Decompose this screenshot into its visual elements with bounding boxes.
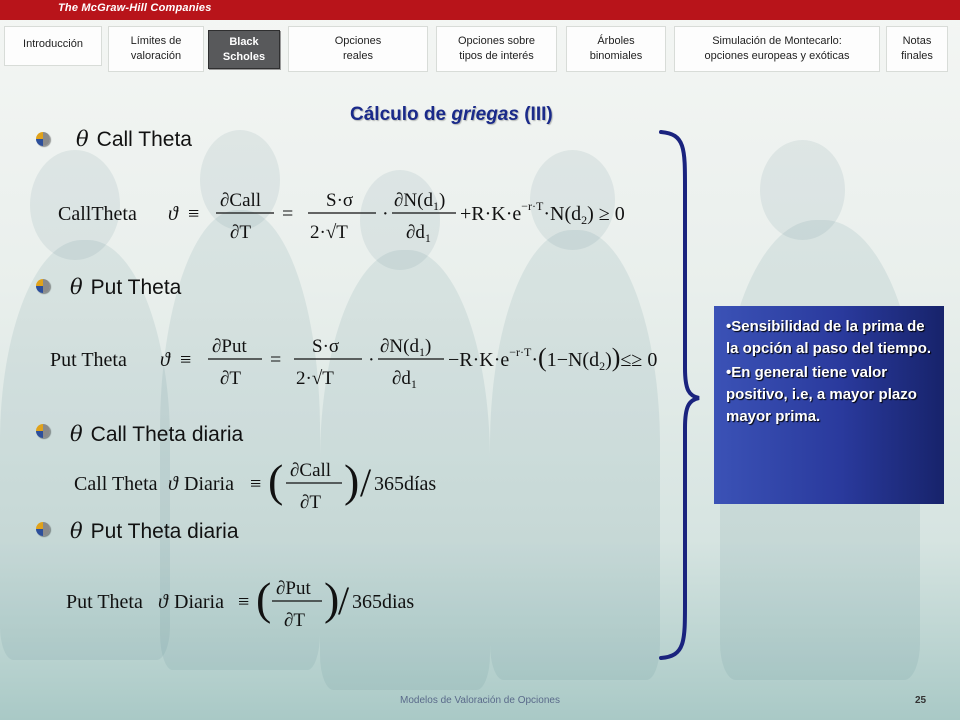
tab-label: Black Scholes	[222, 35, 266, 63]
formula-put-theta	[50, 328, 660, 398]
paren-open: (	[538, 343, 547, 372]
formula-d-d1: $\partial d_1$	[392, 368, 417, 391]
formula-numerator: ∂Put	[212, 336, 247, 357]
brand-bar	[0, 0, 960, 20]
info-bullet-sensibilidad: •Sensibilidad de la prima de la opción al paso del tiempo.	[726, 318, 932, 357]
theta-symbol: θ	[76, 127, 89, 151]
formula-rke-text: R·K·e	[459, 349, 510, 371]
section-heading-text: Put Theta	[90, 276, 182, 299]
formula-theta: ϑ	[168, 473, 178, 495]
formula-theta: ϑ	[168, 203, 178, 225]
tab-label: Opciones sobre tipos de interés	[457, 35, 536, 62]
formula-lhs: CallTheta	[58, 203, 137, 225]
subscript-two: 2	[581, 213, 588, 227]
paren-open: (	[268, 455, 284, 506]
formula-theta: ϑ	[160, 349, 170, 371]
formula-n-d1: $\partial N(d_1)$	[380, 336, 432, 359]
subscript-two: 2	[599, 359, 606, 373]
section-heading-call-theta-diaria	[70, 422, 243, 447]
dot-operator: ·	[531, 349, 539, 371]
formula-leq: ≤≥ 0	[620, 349, 658, 371]
formula-two: 2·	[296, 368, 312, 389]
formula-denominator: ∂T	[284, 610, 305, 631]
formula-diaria: Diaria	[184, 473, 234, 495]
mcgraw-hill-logo: The McGraw-Hill Companies	[58, 2, 212, 14]
formula-call: Call	[229, 190, 262, 211]
formula-one-minus: 1−N(d	[546, 349, 600, 371]
equiv-sign: ≡	[250, 473, 262, 495]
title-prefix: Cálculo de	[350, 104, 452, 125]
formula-lhs: Call Theta	[74, 473, 158, 495]
formula-t: T	[336, 222, 348, 243]
slide-title	[350, 104, 553, 126]
paren-close: )	[587, 203, 594, 225]
theta-symbol: θ	[70, 275, 83, 299]
paren-open: (	[256, 573, 272, 624]
paren-close: )	[344, 455, 360, 506]
footer-text: Modelos de Valoración de Opciones	[400, 695, 560, 706]
formula-t: T	[239, 222, 251, 243]
equiv-sign: ≡	[188, 203, 200, 225]
section-heading-text: Put Theta diaria	[90, 520, 239, 543]
background-figure	[490, 230, 660, 680]
info-box	[714, 306, 944, 504]
section-heading-text: Call Theta diaria	[90, 423, 244, 446]
formula-numerator: ∂Call	[220, 190, 262, 211]
formula-two-sqrt: 2·√T	[310, 222, 348, 243]
formula-call-theta-diaria	[74, 452, 444, 518]
tab-label: Introducción	[23, 38, 83, 50]
formula-call: Call	[299, 460, 332, 481]
formula-lhs: Put Theta	[66, 591, 143, 613]
tab-opciones-sobre-tipos[interactable]	[436, 26, 557, 72]
formula-denominator: ∂T	[230, 222, 251, 243]
formula-d: d	[401, 368, 411, 389]
formula-diaria: Diaria	[174, 591, 224, 613]
dot-operator: ·	[382, 203, 389, 225]
paren-close: )	[424, 336, 432, 357]
tab-simulacion-montecarlo[interactable]	[674, 26, 880, 72]
bullet-icon	[36, 522, 50, 536]
formula-s-sigma: S·σ	[326, 190, 354, 211]
formula-t: T	[309, 492, 321, 513]
formula-d-d1: $\partial d_1$	[406, 222, 431, 245]
formula-t: T	[293, 610, 305, 631]
section-heading-put-theta-diaria	[70, 519, 239, 544]
formula-call-theta	[58, 180, 625, 250]
formula-numerator: ∂Put	[276, 578, 311, 599]
formula-n-d2: N(d	[550, 203, 582, 225]
bullet-icon	[36, 132, 50, 146]
title-italic: griegas	[451, 104, 519, 125]
formula-denominator: ∂T	[220, 368, 241, 389]
theta-symbol: θ	[70, 519, 83, 543]
subscript-one: 1	[424, 231, 431, 245]
dot-operator: ·	[543, 203, 551, 225]
tab-introduccion[interactable]	[4, 26, 102, 66]
tab-label: Árboles binomiales	[589, 35, 643, 62]
tab-label: Simulación de Montecarlo: opciones europeas y exóticas	[704, 35, 850, 62]
formula-s-sigma: S·σ	[312, 336, 340, 357]
slash: /	[338, 578, 350, 623]
section-heading-put-theta	[70, 275, 181, 300]
formula-rke-text: R·K·e	[471, 203, 522, 225]
formula-n: N(d	[403, 190, 433, 211]
curly-bracket	[655, 128, 705, 662]
formula-two-sqrt: 2·√T	[296, 368, 334, 389]
formula-d: d	[415, 222, 425, 243]
formula-put: Put	[221, 336, 247, 357]
formula-geq: ≥ 0	[598, 203, 625, 225]
formula-put-theta-diaria	[66, 568, 415, 634]
tab-label: Opciones reales	[334, 35, 382, 62]
dot-operator: ·	[368, 349, 375, 371]
tab-notas-finales[interactable]	[886, 26, 948, 72]
equals-sign: =	[270, 349, 282, 371]
formula-denominator: ∂T	[300, 492, 321, 513]
tab-arboles-binomiales[interactable]	[566, 26, 666, 72]
formula-n: N(d	[389, 336, 419, 357]
formula-theta: ϑ	[158, 591, 168, 613]
formula-exponent: −r·T	[521, 199, 544, 213]
formula-days: 365dias	[352, 591, 415, 613]
paren-close: )	[605, 349, 612, 371]
formula-exponent: −r·T	[509, 345, 532, 359]
formula-t: T	[322, 368, 334, 389]
subscript-one: 1	[432, 199, 439, 213]
paren-close: )	[324, 573, 340, 624]
section-heading-call-theta	[76, 127, 192, 152]
title-suffix: (III)	[518, 104, 553, 125]
formula-two: 2·	[310, 222, 326, 243]
tab-black-scholes[interactable]	[208, 30, 280, 69]
tab-label: Notas finales	[901, 35, 933, 62]
tab-limites-de-valoracion[interactable]	[108, 26, 204, 72]
equiv-sign: ≡	[238, 591, 250, 613]
equals-sign: =	[282, 203, 294, 225]
bullet-icon	[36, 279, 50, 293]
formula-numerator: ∂Call	[290, 460, 332, 481]
tab-label: Límites de valoración	[130, 35, 182, 62]
formula-lhs: Put Theta	[50, 349, 127, 371]
paren-close-big: )	[611, 343, 621, 372]
formula-put: Put	[285, 578, 311, 599]
info-bullet-valor-positivo: •En general tiene valor positivo, i.e, a mayor plazo mayor prima.	[726, 364, 917, 425]
tab-opciones-reales[interactable]	[288, 26, 428, 72]
section-heading-text: Call Theta	[96, 128, 192, 151]
slash: /	[360, 460, 372, 505]
page-number: 25	[915, 695, 927, 706]
subscript-one: 1	[410, 377, 417, 391]
svg-text:CallTheta	[58, 203, 137, 225]
equiv-sign: ≡	[180, 349, 192, 371]
formula-rke: $+R\cdot K\cdot e^{-r\cdot T}\cdot N(d_2) \ge 0$	[460, 199, 625, 227]
theta-symbol: θ	[70, 422, 83, 446]
subscript-one: 1	[418, 345, 425, 359]
formula-rke: $-R\cdot K\cdot e^{-r\cdot T}\cdot(1-N(d_2))\le\ge 0$	[448, 343, 658, 373]
bullet-icon	[36, 424, 50, 438]
formula-n-d1: $\partial N(d_1)$	[394, 190, 446, 213]
formula-t: T	[229, 368, 241, 389]
paren-close: )	[438, 190, 446, 211]
formula-days: 365días	[374, 473, 437, 495]
